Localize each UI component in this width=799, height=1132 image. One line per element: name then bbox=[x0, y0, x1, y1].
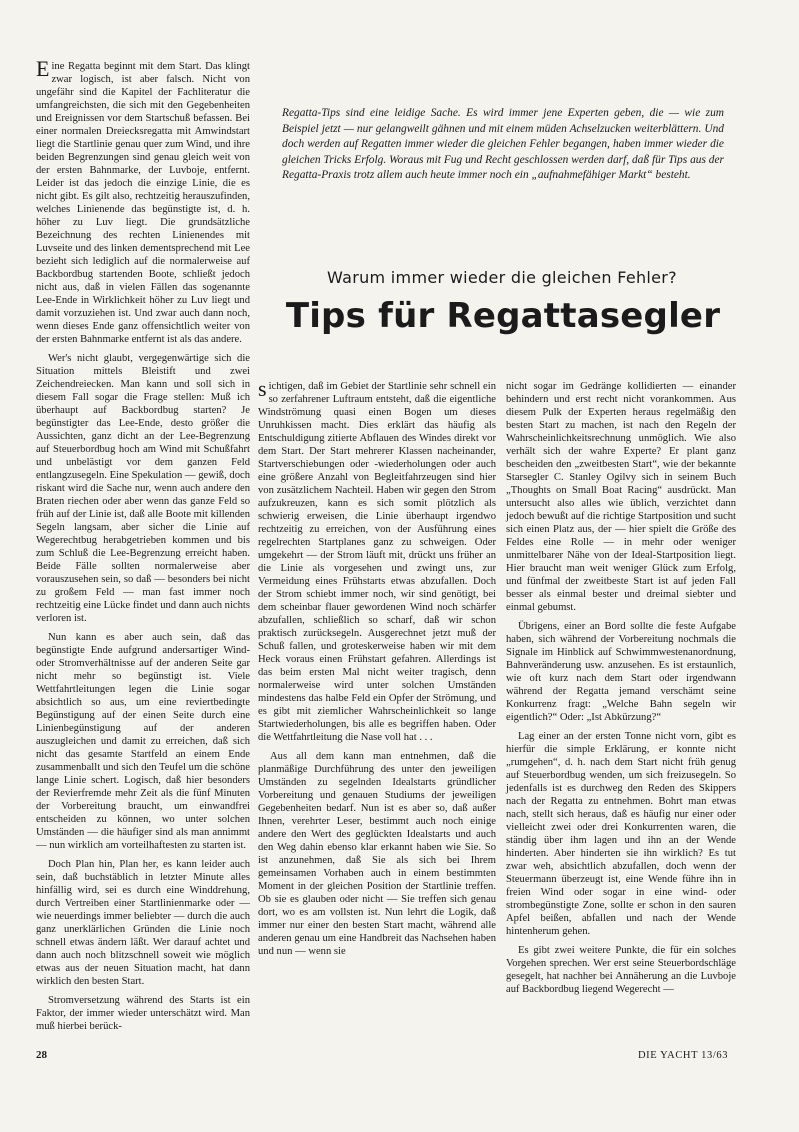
article-column-2 bbox=[258, 376, 496, 958]
page-number: 28 bbox=[36, 1049, 47, 1061]
article-column-3 bbox=[506, 380, 736, 996]
article-headline: Tips für Regattasegler bbox=[285, 296, 721, 336]
paragraph: Stromversetzung während des Starts ist ein Faktor, der immer wieder unterschätzt wird. Man muß hierbei berück- bbox=[36, 995, 250, 1032]
paragraph: sichtigen, daß im Gebiet der Startlinie sehr schnell ein so zerfahrener Luftraum entsteht, daß die eigentliche Windströmung quasi einen Bogen um dieses Unruhkissen macht. Dies erklärt das häufig als Entschuldigung zitierte Abflauen des Windes direkt vor dem Start. Der Start mehrerer Klassen nacheinander, Startverschiebungen oder -wiederholungen oder auch eine größere Anzahl von Begleitfahrzeugen sind hier von zusätzlichem Nachteil. Haben wir gegen den Strom aufzukreuzen, kann es sich somit plötzlich als schwierig erweisen, die Linie überhaupt irgendwo rechtzeitig zu erreichen, von der Ausführung eines regelrechten Startplanes ganz zu schweigen. Oder umgekehrt — der Strom läuft mit, drückt uns früher an die Linie als vorgesehen und zwingt uns, zur Vermeidung eines Frühstarts etwas abzufallen. Doch der Strom schiebt immer noch, wir sind genötigt, bei dem scheinbar flauer gewordenen Wind noch schärfer abzufallen, schließlich so scharf, daß wir schon praktisch zurücksegeln. Ausgerechnet jetzt muß der Schuß fallen, und groteskerweise haben wir mit dem Heck voraus einen Frühstart gefahren. Allerdings ist das beim ersten Mal nicht weiter tragisch, denn normalerweise wird unter solchen Umständen mindestens das halbe Feld ein Opfer der Strömung, und es gibt mit ziemlicher Wahrscheinlichkeit so lange Startwiederholungen, bis alle es begriffen haben. Oder die Wettfahrtleitung die Nase voll hat . . . bbox=[258, 376, 496, 743]
paragraph: Übrigens, einer an Bord sollte die feste Aufgabe haben, sich während der Vorbereitung nochmals die Signale im Hinblick auf Schwimmwestenanordnung, Bahnveränderung usw. anzusehen. Es ist erstaunlich, wie oft kurz nach dem Start oder irgendwann während der Regatta jemand verschämt seine Konkurrenz fragt: „Welche Bahn segeln wir eigentlich?“ Oder: „Ist Abkürzung?“ bbox=[506, 621, 736, 723]
article-kicker: Warum immer wieder die gleichen Fehler? bbox=[327, 268, 677, 287]
paragraph: nicht sogar im Gedränge kollidierten — einander behindern und erst recht nicht vorankommen. Aus diesem Pulk der Experten heraus regelmäßig den besten Start zu machen, ist nach den Regeln der Wahrscheinlichkeitsrechnung unmöglich. Wie also verhält sich der wahre Experte? Er plant ganz bescheiden den „zweitbesten Start“, wie der bekannte Starsegler C. Stanley Ogilvy sich in seinem Buch „Thoughts on Small Boat Racing“ ausdrückt. Man untersucht also alles wie üblich, verzichtet dann jedoch bewußt auf die richtige Startposition und sucht sich einen Platz aus, der — hier spielt die Größe des Feldes eine Rolle — in mehr oder weniger unmittelbarer Nähe von der Ideal-Startposition liegt. Hier braucht man weit weniger Glück zum Erfolg, und fünfmal der zweitbeste Start ist auf jeden Fall besser als einmal bester und dreimal siebter und einmal gebumst. bbox=[506, 381, 736, 613]
paragraph: Eine Regatta beginnt mit dem Start. Das klingt zwar logisch, ist aber falsch. Nicht von ungefähr sind die Kapitel der Fachliteratur die umfangreichsten, die sich mit den Gegebenheiten und Ereignissen vor dem Startschuß befassen. Bei einer normalen Dreiecksregatta mit Amwindstart liegt die Startlinie genau quer zum Wind, und ihre beiden Begrenzungen sind genau gleich weit von der ersten Bahnmarke, der Luvboje, entfernt. Leider ist das jedoch die einzige Linie, die es nicht gibt. Es gilt also, rechtzeitig herauszufinden, welches Linienende das begünstigte ist, d. h. höher zu Luv liegt. Die grundsätzliche Bezeichnung des rechten Linienendes mit Luvseite und des linken dementsprechend mit Lee bezieht sich lediglich auf die normalerweise auf Backbordbug startenden Boote, schließt jedoch nicht aus, daß in vielen Fällen das sogenannte Lee-Ende in Wirklichkeit höher zu Luv liegt und damit vorzuziehen ist. Und zwar auch dann noch, wenn dieses Ende ganz offensichtlich weiter von der ersten Bahnmarke entfernt ist als das andere. bbox=[36, 56, 250, 345]
article-column-1 bbox=[36, 56, 250, 1033]
article-intro: Regatta-Tips sind eine leidige Sache. Es wird immer jene Experten geben, die — wie zum Beispiel jetzt — nur gelangweilt gähnen und mit einem müden Achselzucken weiterblättern. Und doch werden auf Regatten immer wieder die gleichen Fehler begangen, haben immer wieder die gleichen Tricks Erfolg. Woraus mit Fug und Recht geschlossen werden darf, daß für Tips aus der Regatta-Praxis trotz allem auch heute immer noch ein „aufnahmefähiger Markt“ besteht. bbox=[282, 107, 724, 182]
magazine-issue: DIE YACHT 13/63 bbox=[638, 1050, 729, 1061]
paragraph: Aus all dem kann man entnehmen, daß die planmäßige Durchführung des unter den jeweiligen Umständen zu segelnden Idealstarts gründlicher Vorbereitung und genauen Studiums der jeweiligen Gegebenheiten bedarf. Nun ist es aber so, daß außer Ihnen, verehrter Leser, bestimmt auch noch einige andere den Wert des geglückten Idealstarts und auch den Weg dahin ebenso klar erkannt haben wie Sie. So ist anzunehmen, daß Sie als sich bei Ihrem gemeinsamen Vorhaben auch in einem bestimmten Moment in der gleichen Position der Startlinie treffen. Ob sie es glauben oder nicht — Sie treffen sich genau dort, wo es am vollsten ist. Nun lehrt die Logik, daß immer nur einer den besten Start macht, während alle anderen genau um eine Handbreit das Nachsehen haben und nun — wenn sie bbox=[258, 751, 496, 957]
paragraph: Lag einer an der ersten Tonne nicht vorn, gibt es hierfür die simple Erklärung, er konnte nicht „rumgehen“, d. h. nach dem Start nicht früh genug auf Steuerbordbug wenden, um sich freizusegeln. So jedenfalls ist es durchweg den Reden des Skippers nach der Regatta zu entnehmen. Bohrt man etwas nach, stellt sich heraus, daß es häufig nur einer oder vielleicht zwei oder drei Konkurrenten waren, die ständig über ihm lagen und ihn an der Wende hinderten. Aber hinderten sie ihn wirklich? Es tut zwar weh, absichtlich abzufallen, doch wenn der Steuermann überzeugt ist, eine Wende führe ihn in freien Wind oder sogar in eine wind- oder strombegünstigte Zone, sollte er schon in den sauren Apfel beißen, abfallen und nach der Wende hintenherum gehen. bbox=[506, 731, 736, 937]
paragraph: Es gibt zwei weitere Punkte, die für ein solches Vorgehen sprechen. Wer erst seine Steuerbordschläge gesegelt, hat nachher bei Annäherung an die Luvboje auf Backbordbug liegend Wegerecht — bbox=[506, 945, 736, 995]
paragraph: Wer's nicht glaubt, vergegenwärtige sich die Situation mittels Bleistift und zwei Zeichendreiecken. Man kann und soll sich in diesem Fall sogar die Frage stellen: Muß ich überhaupt auf Backbordbug starten? Je begünstigter das Lee-Ende, desto größer die Aussichten, ganz dicht an der Lee-Begrenzung auf Steuerbordbug hoch am Wind mit Schußfahrt und unbelästigt vor dem ganzen Feld entlangzusegeln. Eine Spekulation — gewiß, doch riskant wird die Sache nur, wenn auch andere den Braten riechen oder aber wenn das ganze Feld so früh auf der Linie ist, daß alle Boote mit killenden Segeln langsam, aber sicher die Linie auf Wegerechtbug herabgetrieben kommen und bis zum Schluß die Lee-Begrenzung erreicht haben. Beide Fälle sollten normalerweise aber vorauszusehen sein, so daß — besonders bei nicht zu großem Feld — man fast immer noch rechtzeitig eine Lücke findet und dann auch nichts verloren ist. bbox=[36, 353, 250, 624]
paragraph: Nun kann es aber auch sein, daß das begünstigte Ende aufgrund andersartiger Wind- oder Stromverhältnisse auf der anderen Seite gar nicht mehr so begünstigt ist. Viele Wettfahrtleitungen legen die Linie sogar absichtlich so aus, um eine reviertbedingte Begünstigung auf der einen Seite durch eine Linienbegünstigung auf der anderen auszugleichen und damit zu erreichen, daß sich nicht das gesamte Startfeld an einem Ende zusammenballt und sich den Teufel um die schöne lange Linie schert. Logisch, daß hier besonders der Revierfremde mehr Zeit als die fünf Minuten der Vorbereitung braucht, um einwandfrei entscheiden zu können, wo unter solchen Umständen — die häufiger sind als man annimmt — nun wirklich am vorteilhaftesten zu starten ist. bbox=[36, 632, 250, 851]
paragraph: Doch Plan hin, Plan her, es kann leider auch sein, daß buchstäblich in letzter Minute alles hinfällig wird, sei es durch eine Winddrehung, durch Vertreiben einer Startlinienmarke oder — wie neuerdings immer beliebter — durch die auch ganz unerklärlichen Gründen die Linie noch schnell etwas ändern läßt. Wer darauf achtet und dann auch noch blitzschnell soweit wie möglich etwas aus der neuen Situation macht, hat dann wirklich den besten Start. bbox=[36, 859, 250, 987]
